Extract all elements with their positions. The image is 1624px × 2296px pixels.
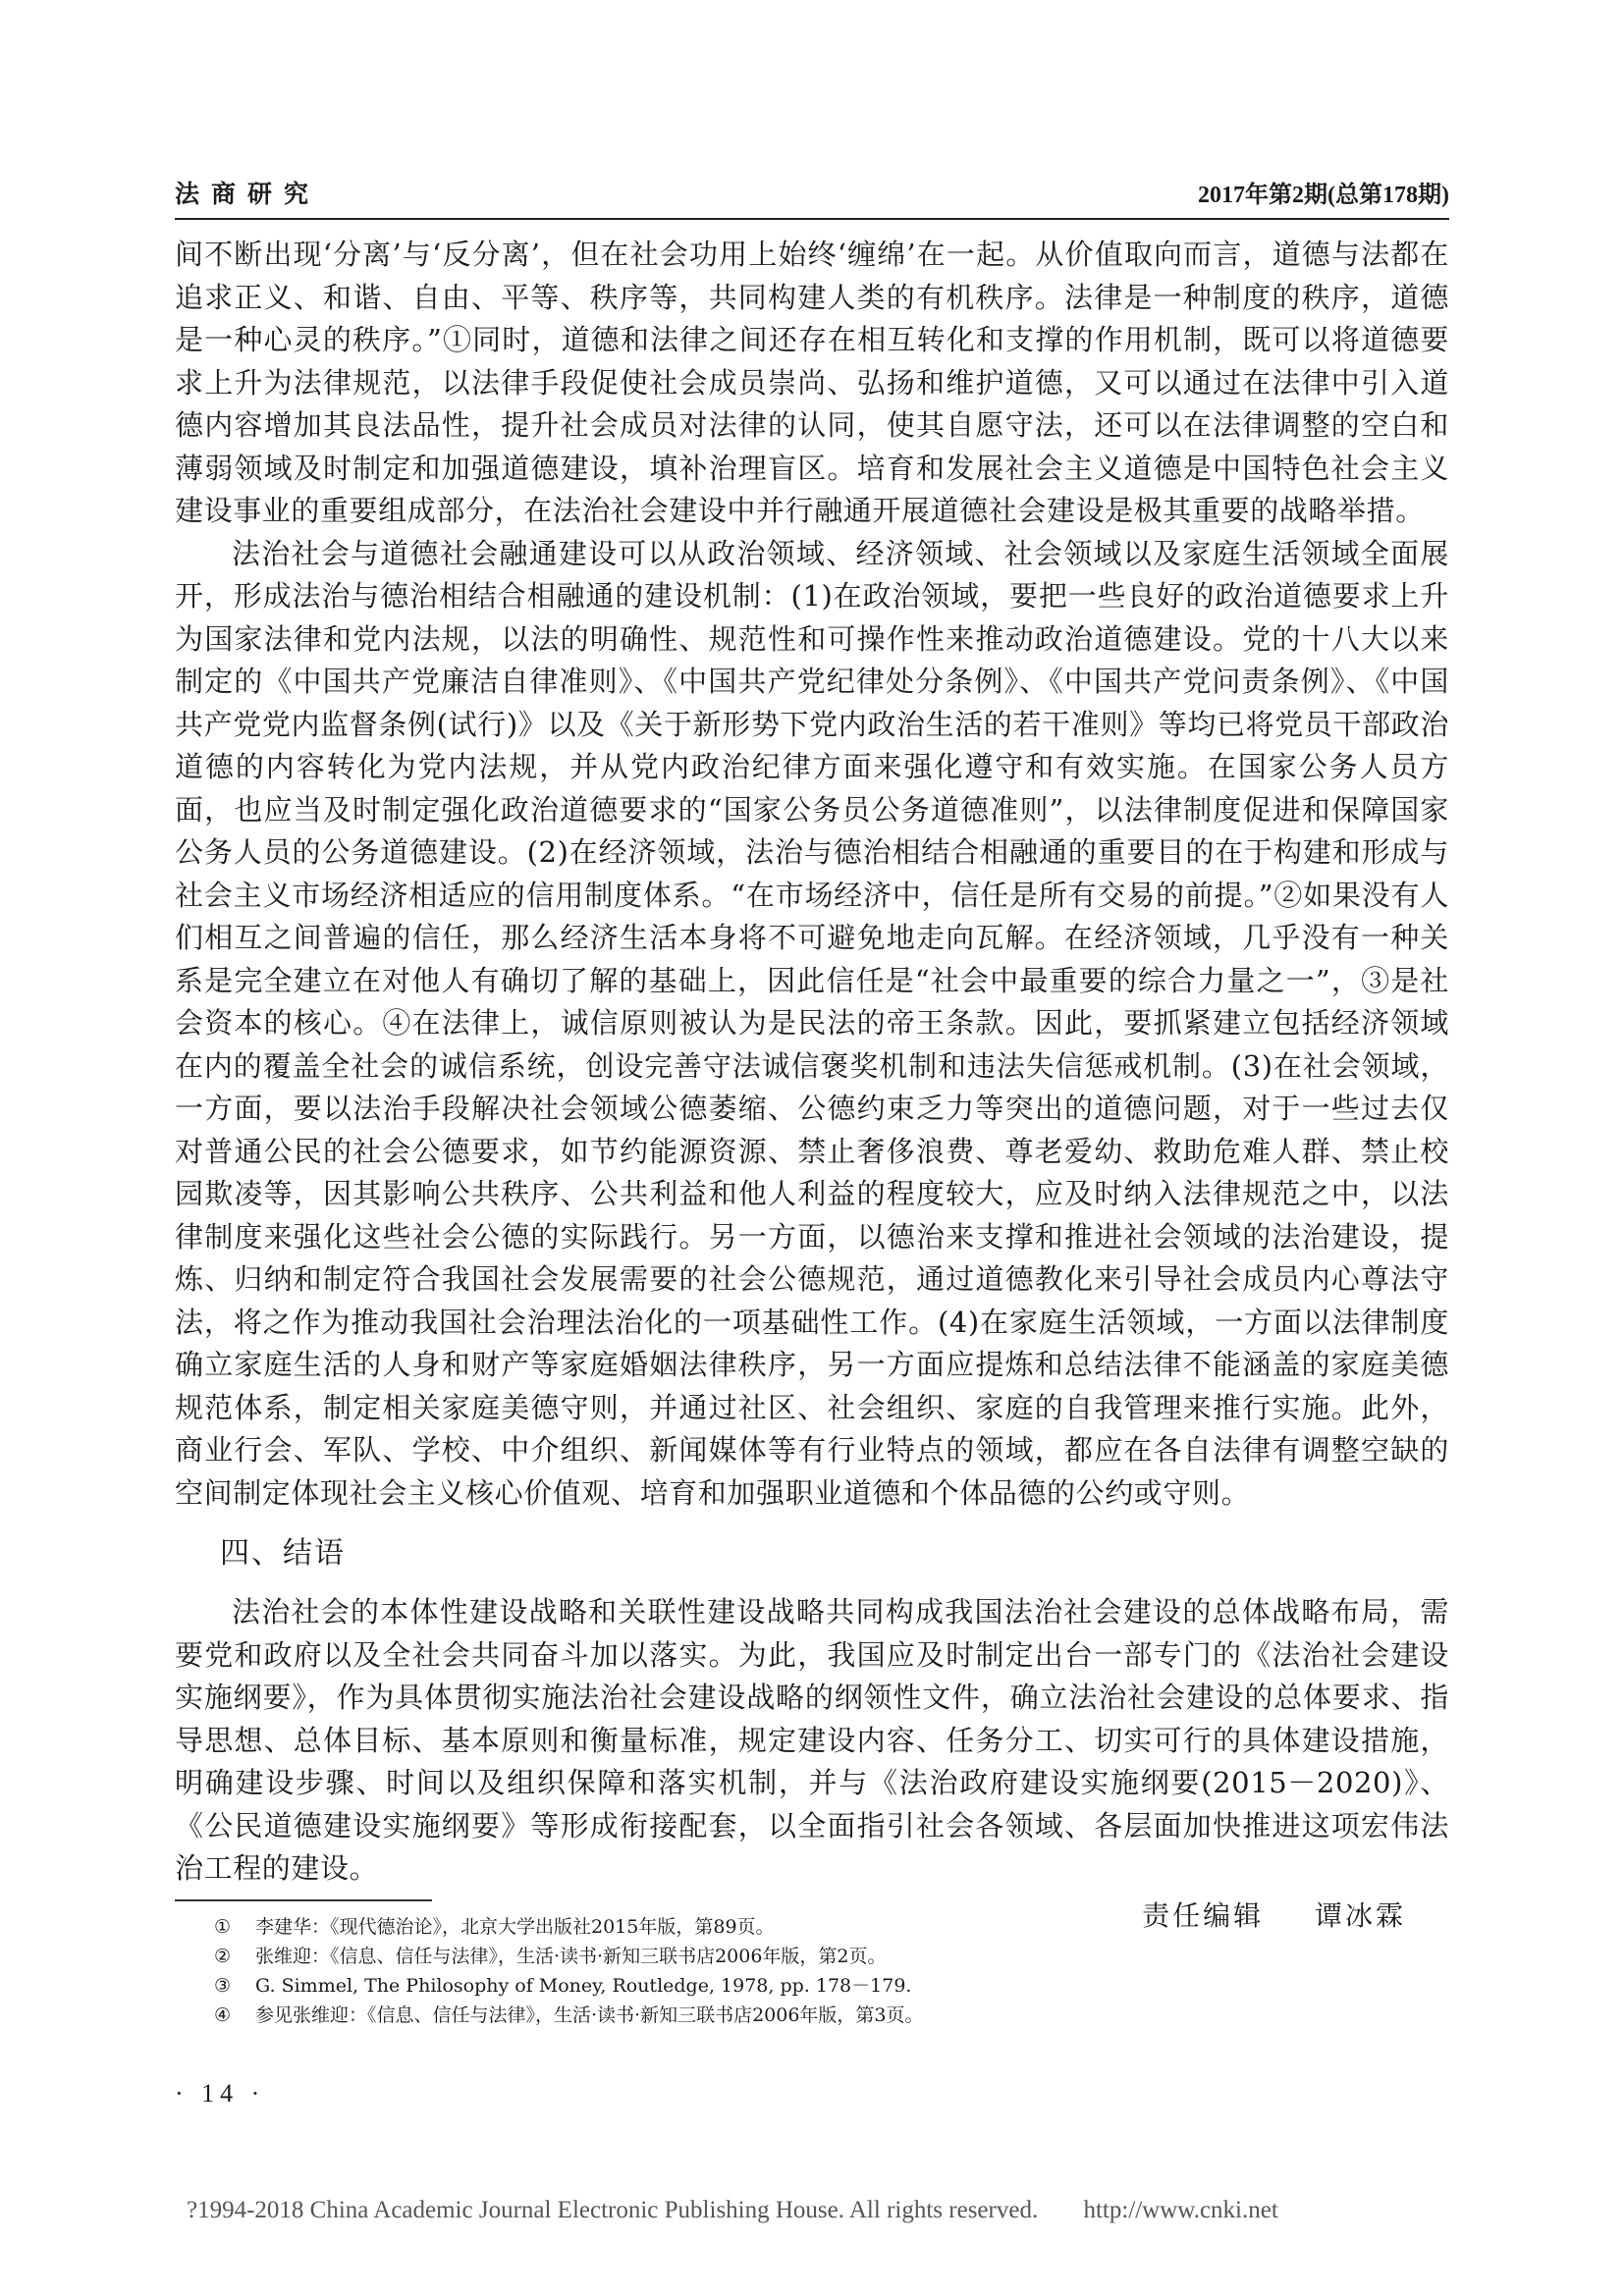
issue-info: 2017年第2期(总第178期) (1198, 183, 1449, 208)
continued-paragraph: 间不断出现‘分离’与‘反分离’，但在社会功用上始终‘缠绵’在一起。从价值取向而言，道德与法都在追求正义、和谐、自由、平等、秩序等，共同构建人类的有机秩序。法律是一种制度的秩序，道德是一种心灵的秩序。”①同时，道德和法律之间还存在相互转化和支撑的作用机制，既可以将道德要求上升为法律规范，以法律手段促使社会成员崇尚、弘扬和维护道德，又可以通过在法律中引入道德内容增加其良法品性，提升社会成员对法律的认同，使其自愿守法，还可以在法律调整的空白和薄弱领域及时制定和加强道德建设，填补治理盲区。培育和发展社会主义道德是中国特色社会主义建设事业的重要组成部分，在法治社会建设中并行融通开展道德社会建设是极其重要的战略举措。 (175, 238, 1449, 527)
footnote (214, 1914, 1392, 1941)
header-rule (175, 218, 1449, 220)
footnote (214, 1973, 1392, 2000)
footnote-mark: ① (214, 1916, 232, 1938)
footnote-separator (175, 1899, 432, 1901)
copyright-watermark (187, 2197, 1278, 2224)
section-heading: 四、结语 (220, 1536, 346, 1571)
footnote-mark: ④ (214, 2004, 232, 2026)
footnotes (214, 1914, 1392, 2032)
footnote-text: 李建华：《现代德治论》，北京大学出版社2015年版，第89页。 (255, 1916, 775, 1938)
footnote-text: 张维迎：《信息、信任与法律》，生活·读书·新知三联书店2006年版，第2页。 (255, 1946, 887, 1967)
cnki-url: http://www.cnki.net (1083, 2197, 1278, 2223)
copyright-text: ?1994-2018 China Academic Journal Electronic Publishing House. All rights reserved. (187, 2197, 1039, 2223)
footnote-mark: ② (214, 1946, 232, 1967)
journal-title: 法商研究 (175, 180, 321, 208)
footnote-text: 参见张维迎：《信息、信任与法律》，生活·读书·新知三联书店2006年版，第3页。 (255, 2004, 924, 2026)
footnote-mark: ③ (214, 1975, 232, 1997)
body-paragraph: 法治社会与道德社会融通建设可以从政治领域、经济领域、社会领域以及家庭生活领域全面展开，形成法治与德治相结合相融通的建设机制：(1)在政治领域，要把一些良好的政治道德要求上升为国家法律和党内法规，以法的明确性、规范性和可操作性来推动政治道德建设。党的十八大以来制定的《中国共产党廉洁自律准则》、《中国共产党纪律处分条例》、《中国共产党问责条例》、《中国共产党党内监督条例(试行)》以及《关于新形势下党内政治生活的若干准则》等均已将党员干部政治道德的内容转化为党内法规，并从党内政治纪律方面来强化遵守和有效实施。在国家公务人员方面，也应当及时制定强化政治道德要求的“国家公务员公务道德准则”，以法律制度促进和保障国家公务人员的公务道德建设。(2)在经济领域，法治与德治相结合相融通的重要目的在于构建和形成与社会主义市场经济相适应的信用制度体系。“在市场经济中，信任是所有交易的前提。”②如果没有人们相互之间普遍的信任，那么经济生活本身将不可避免地走向瓦解。在经济领域，几乎没有一种关系是完全建立在对他人有确切了解的基础上，因此信任是“社会中最重要的综合力量之一”，③是社会资本的核心。④在法律上，诚信原则被认为是民法的帝王条款。因此，要抓紧建立包括经济领域在内的覆盖全社会的诚信系统，创设完善守法诚信褒奖机制和违法失信惩戒机制。(3)在社会领域，一方面，要以法治手段解决社会领域公德萎缩、公德约束乏力等突出的道德问题，对于一些过去仅对普通公民的社会公德要求，如节约能源资源、禁止奢侈浪费、尊老爱幼、救助危难人群、禁止校园欺凌等，因其影响公共秩序、公共利益和他人利益的程度较大，应及时纳入法律规范之中，以法律制度来强化这些社会公德的实际践行。另一方面，以德治来支撑和推进社会领域的法治建设，提炼、归纳和制定符合我国社会发展需要的社会公德规范，通过道德教化来引导社会成员内心尊法守法，将之作为推动我国社会治理法治化的一项基础性工作。(4)在家庭生活领域，一方面以法律制度确立家庭生活的人身和财产等家庭婚姻法律秩序，另一方面应提炼和总结法律不能涵盖的家庭美德规范体系，制定相关家庭美德守则，并通过社区、社会组织、家庭的自我管理来推行实施。此外，商业行会、军队、学校、中介组织、新闻媒体等有行业特点的领域，都应在各自法律有调整空缺的空间制定体现社会主义核心价值观、培育和加强职业道德和个体品德的公约或守则。 (175, 536, 1449, 1510)
footnote (214, 2002, 1392, 2029)
editor-name: 谭冰霖 (1314, 1898, 1406, 1932)
conclusion-paragraph: 法治社会的本体性建设战略和关联性建设战略共同构成我国法治社会建设的总体战略布局，需要党和政府以及全社会共同奋斗加以落实。为此，我国应及时制定出台一部专门的《法治社会建设实施纲要》，作为具体贯彻实施法治社会建设战略的纲领性文件，确立法治社会建设的总体要求、指导思想、总体目标、基本原则和衡量标准，规定建设内容、任务分工、切实可行的具体建设措施，明确建设步骤、时间以及组织保障和落实机制，并与《法治政府建设实施纲要(2015－2020)》、《公民道德建设实施纲要》等形成衔接配套，以全面指引社会各领域、各层面加快推进这项宏伟法治工程的建设。 (175, 1595, 1449, 1885)
page-number: · 14 · (175, 2079, 266, 2108)
footnote (214, 1944, 1392, 1970)
running-header (175, 175, 1449, 210)
article-body (175, 234, 1449, 1938)
editor-label: 责任编辑 (1142, 1898, 1265, 1932)
footnote-text: G. Simmel, The Philosophy of Money, Routledge, 1978, pp. 178－179. (255, 1975, 912, 1997)
